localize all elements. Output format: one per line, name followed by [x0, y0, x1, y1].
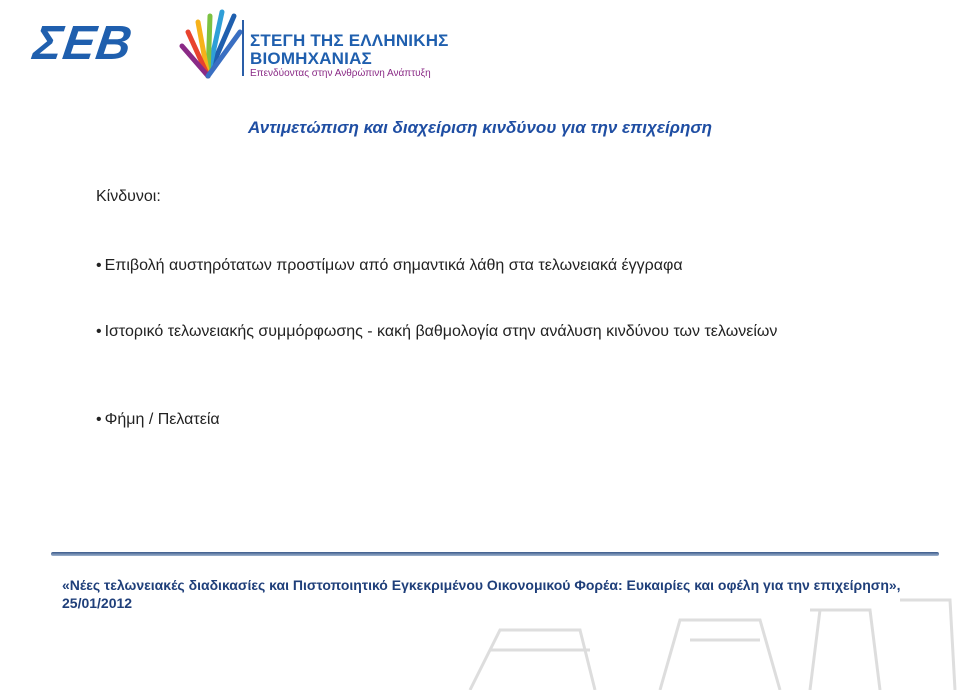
- risks-label: Κίνδυνοι:: [96, 188, 161, 205]
- footer-event-text: «Νέες τελωνειακές διαδικασίες και Πιστοποιητικό Εγκεκριμένου Οικονομικού Φορέα: Ευκαιρίες και οφέλη για την επιχείρηση», 25/01/2012: [62, 577, 901, 611]
- risk-bullet-text: Φήμη / Πελατεία: [104, 411, 220, 428]
- risk-bullet: [96, 321, 816, 343]
- logo-burst-icon: [164, 6, 254, 80]
- footer-divider: [51, 552, 939, 556]
- risk-bullet: [96, 255, 683, 277]
- logo-brand-text: ΣΕΒ: [30, 17, 136, 70]
- logo-title-line2: ΒΙΟΜΗΧΑΝΙΑΣ: [250, 49, 372, 68]
- logo-tagline: Επενδύοντας στην Ανθρώπινη Ανάπτυξη: [250, 68, 431, 79]
- seb-logo: [30, 6, 449, 80]
- bullet-marker: •: [96, 257, 102, 274]
- slide-title: Αντιμετώπιση και διαχείριση κινδύνου για την επιχείρηση: [247, 118, 713, 137]
- bullet-marker: •: [96, 411, 102, 428]
- chairs-background-image: [430, 590, 960, 690]
- bullet-marker: •: [96, 323, 102, 340]
- logo-title-line1: ΣΤΕΓΗ ΤΗΣ ΕΛΛΗΝΙΚΗΣ: [250, 31, 449, 50]
- risk-bullet: [96, 409, 220, 431]
- risk-bullet-text: Επιβολή αυστηρότατων προστίμων από σημαντικά λάθη στα τελωνειακά έγγραφα: [104, 257, 683, 274]
- risk-bullet-text: Ιστορικό τελωνειακής συμμόρφωσης - κακή βαθμολογία στην ανάλυση κινδύνου των τελωνείων: [104, 323, 778, 340]
- logo-divider: [242, 20, 244, 76]
